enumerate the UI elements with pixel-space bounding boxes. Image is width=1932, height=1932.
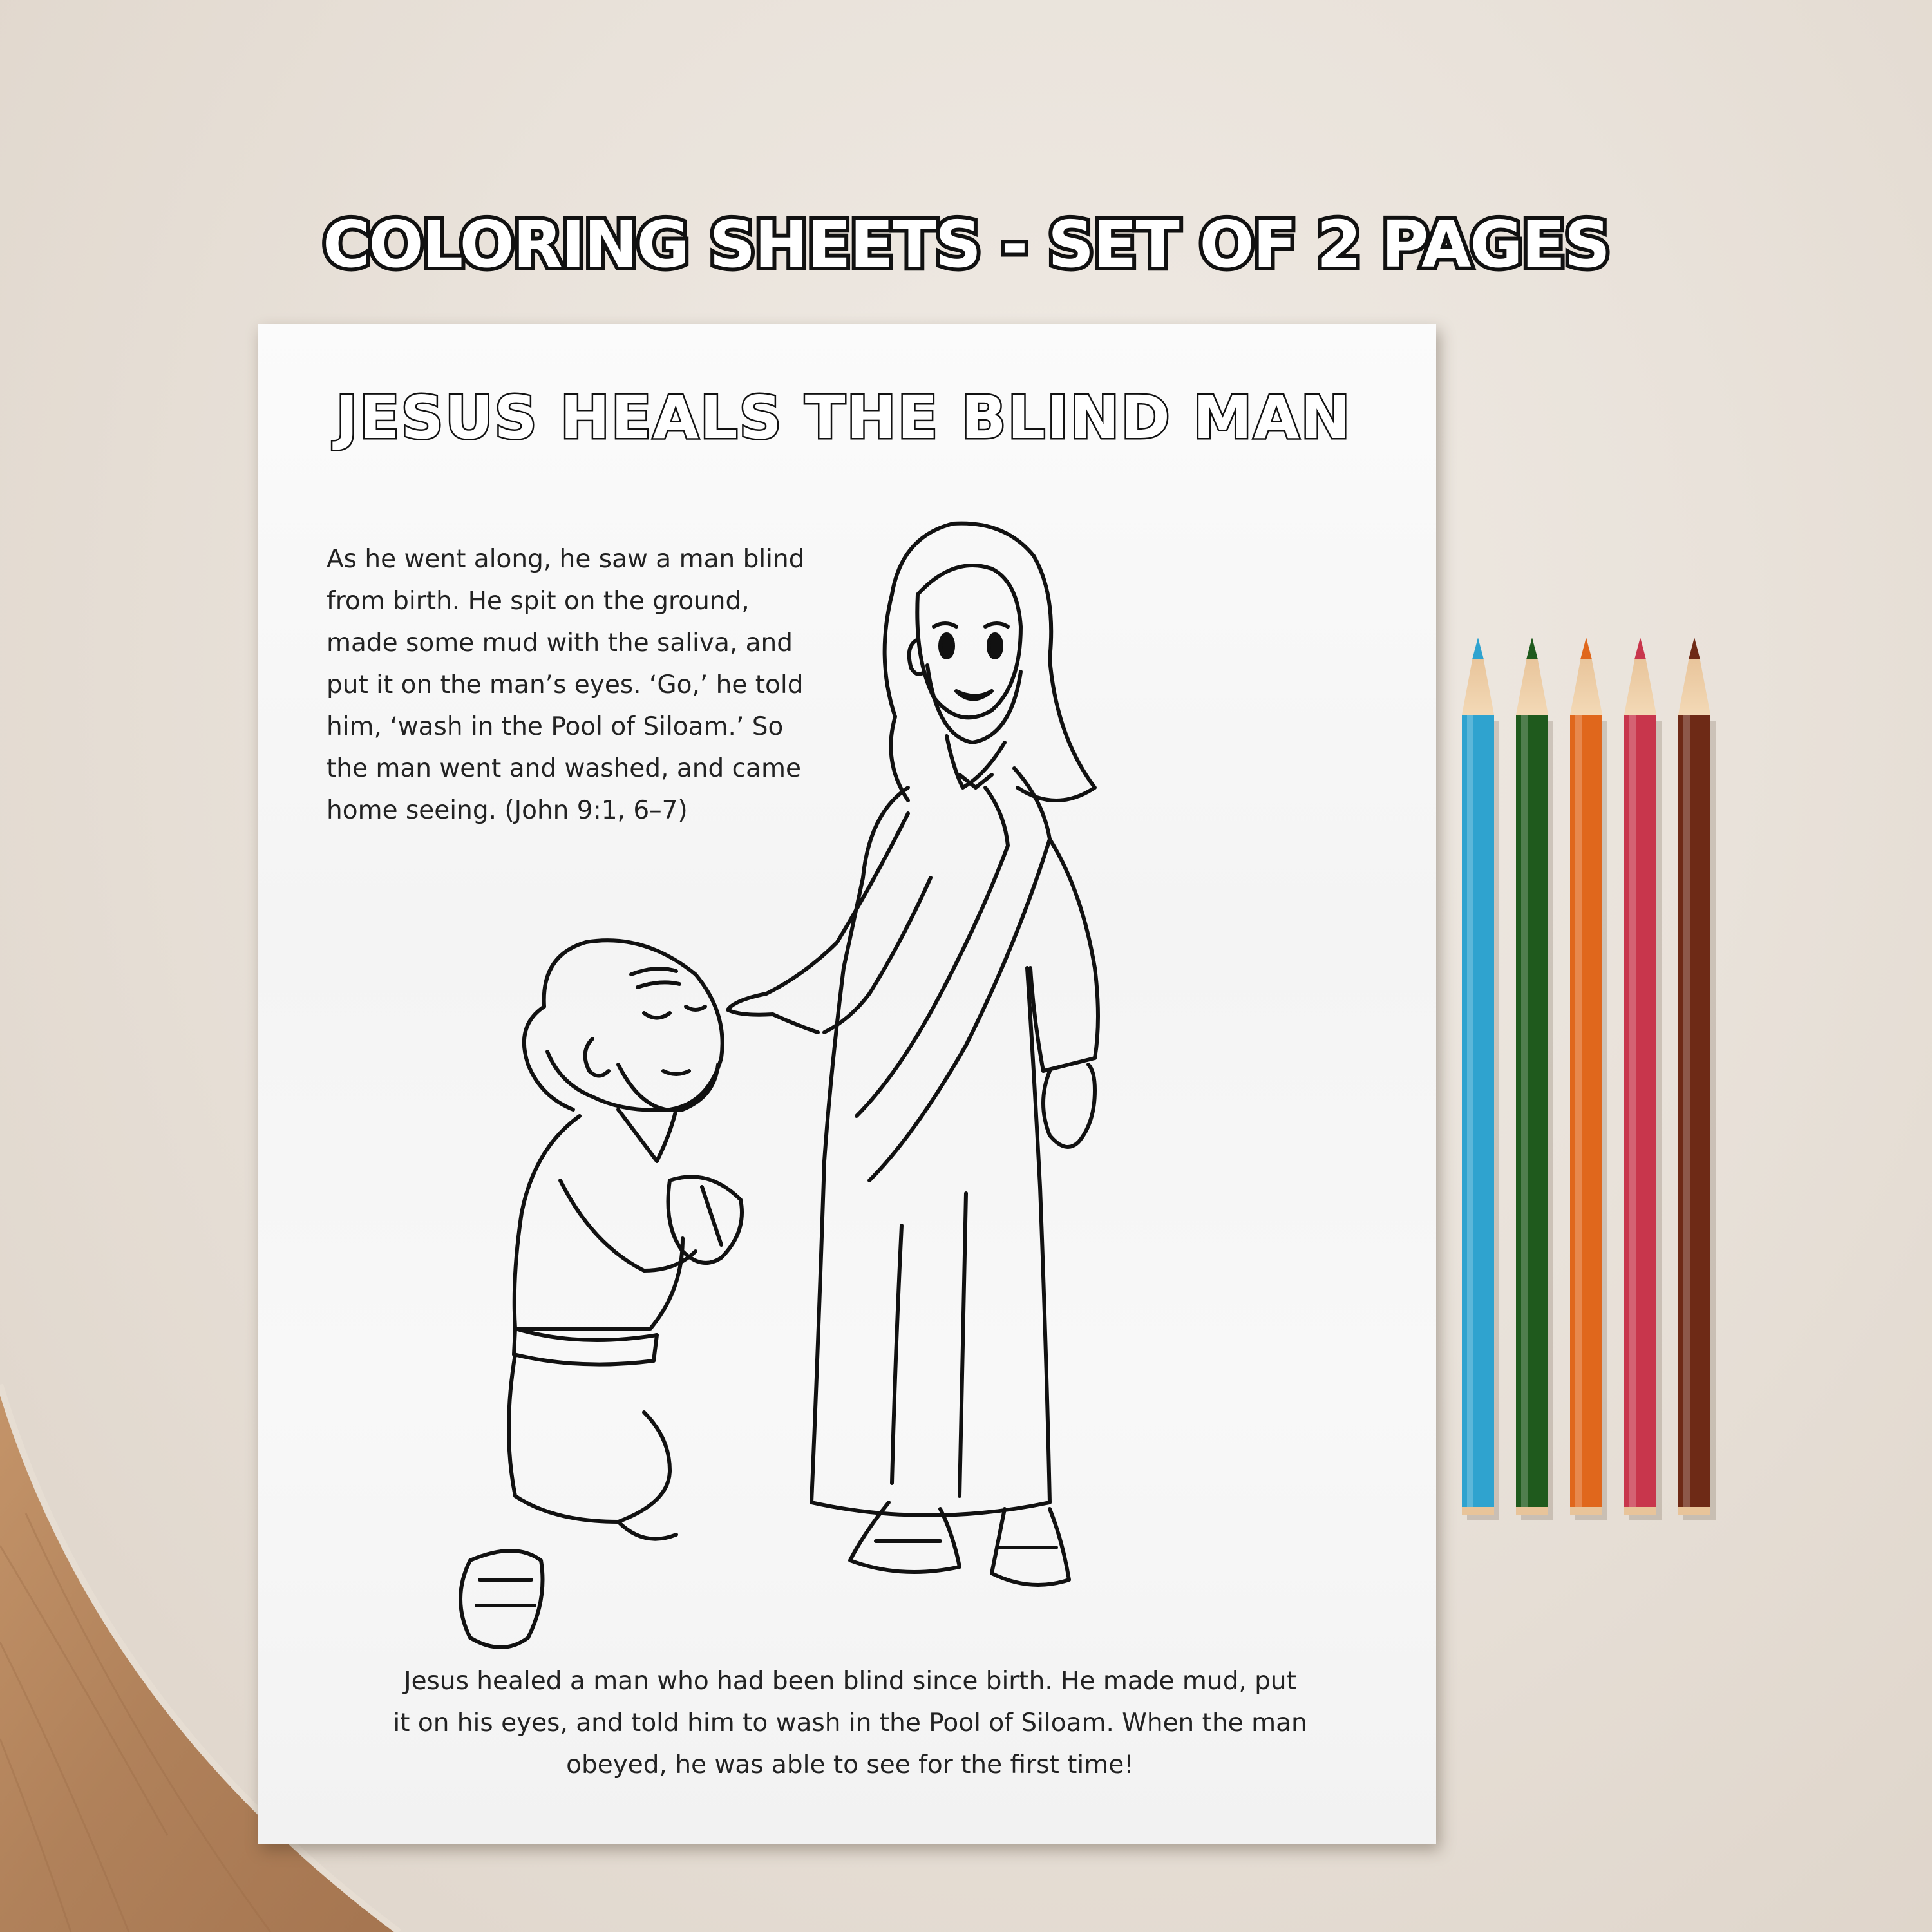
verse-line: home seeing. (John 9:1, 6–7) bbox=[327, 796, 688, 825]
sheet-title: JESUS HEALS THE BLIND MAN bbox=[336, 383, 1352, 452]
verse-line: him, ‘wash in the Pool of Siloam.’ So bbox=[327, 712, 784, 741]
story-summary bbox=[380, 1660, 1320, 1786]
jesus-figure bbox=[728, 524, 1098, 1585]
verse-line: from birth. He spit on the ground, bbox=[327, 587, 750, 616]
pink-red-pencil bbox=[1624, 638, 1662, 1520]
coloring-sheet bbox=[258, 324, 1436, 1844]
page-header-title: COLORING SHEETS - SET OF 2 PAGES bbox=[323, 207, 1609, 282]
verse-line: put it on the man’s eyes. ‘Go,’ he told bbox=[327, 670, 804, 699]
colored-pencils bbox=[1455, 638, 1745, 1539]
summary-line: Jesus healed a man who had been blind since birth. He made mud, put bbox=[404, 1667, 1296, 1696]
orange-pencil bbox=[1570, 638, 1607, 1520]
verse-line: the man went and washed, and came bbox=[327, 754, 801, 783]
summary-line: it on his eyes, and told him to wash in the Pool of Siloam. When the man bbox=[393, 1709, 1307, 1738]
kneeling-blind-man-figure bbox=[460, 940, 742, 1647]
summary-line: obeyed, he was able to see for the first time! bbox=[566, 1750, 1134, 1779]
verse-line: made some mud with the saliva, and bbox=[327, 629, 793, 658]
coloring-illustration bbox=[258, 324, 1436, 1844]
brown-pencil bbox=[1678, 638, 1716, 1520]
verse-line: As he went along, he saw a man blind bbox=[327, 545, 805, 574]
light-blue-pencil bbox=[1462, 638, 1499, 1520]
green-pencil bbox=[1516, 638, 1553, 1520]
